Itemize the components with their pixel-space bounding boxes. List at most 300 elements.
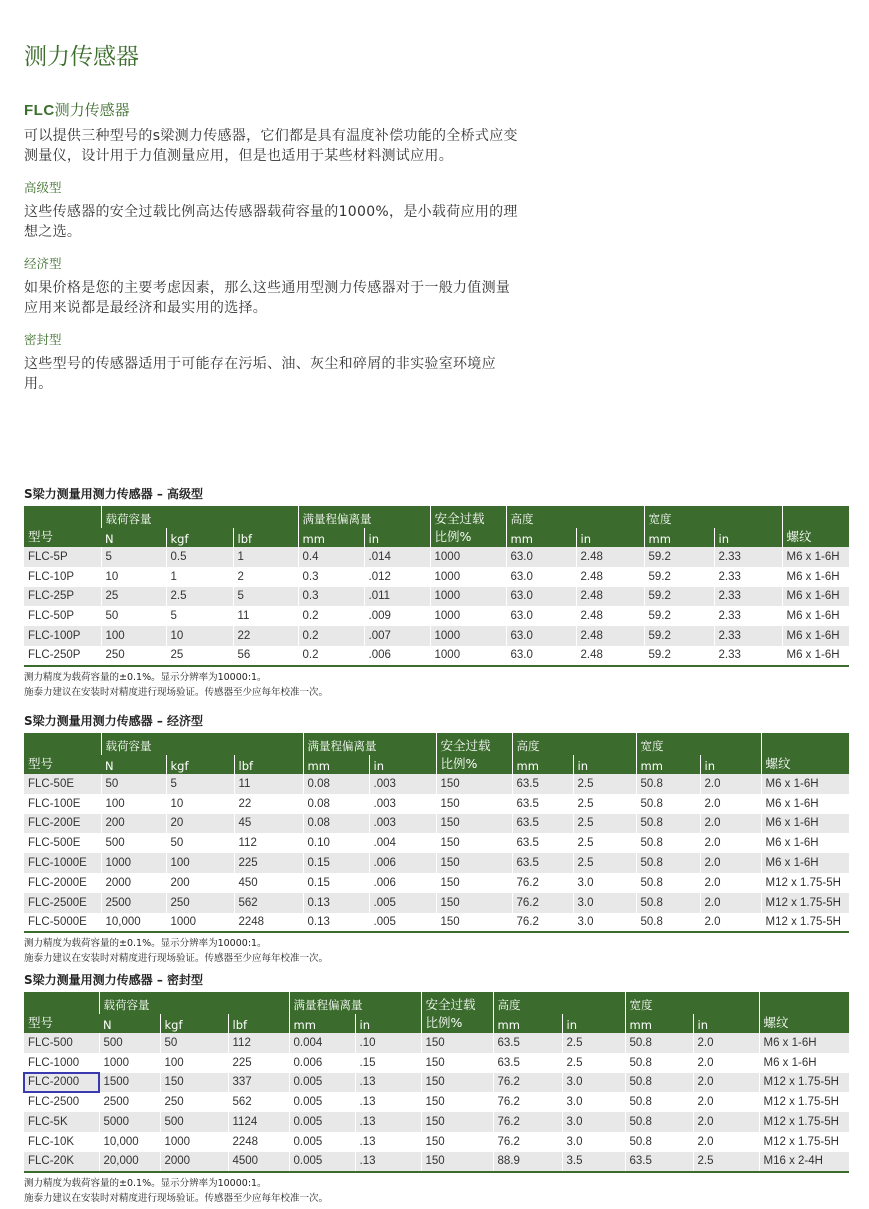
table-caption: S梁力测量用测力传感器 – 密封型 (24, 973, 203, 987)
cell-model: FLC-200E (24, 814, 101, 834)
cell-defl-mm: 0.004 (289, 1033, 355, 1053)
cell-width-in: 2.33 (714, 626, 782, 646)
table-row (24, 567, 849, 587)
cell-model: FLC-2000E (24, 873, 101, 893)
cell-height-mm: 63.5 (512, 814, 573, 834)
cell-width-mm: 50.8 (636, 913, 700, 933)
cell-defl-in: .13 (355, 1132, 421, 1152)
table-row (24, 1053, 849, 1073)
table-note: 施泰力建议在安装时对精度进行现场验证。传感器至少应每年校准一次。 (24, 1192, 329, 1204)
cell-cap-lbf: 562 (228, 1092, 289, 1112)
cell-cap-kgf: 5 (166, 774, 234, 794)
intro-section (24, 99, 524, 394)
cell-defl-in: .15 (355, 1053, 421, 1073)
cell-width-mm: 50.8 (625, 1112, 693, 1132)
cell-width-mm: 59.2 (644, 547, 714, 567)
cell-height-in: 2.5 (573, 853, 636, 873)
cell-height-mm: 63.0 (506, 587, 576, 607)
cell-thread: M16 x 2-4H (759, 1152, 849, 1172)
header-unit-n: N (101, 755, 166, 774)
cell-thread: M12 x 1.75-5H (759, 1132, 849, 1152)
cell-cap-lbf: 112 (234, 833, 303, 853)
cell-model: FLC-10P (24, 567, 101, 587)
table-note: 测力精度为载荷容量的±0.1%。显示分辨率为10000:1。 (24, 1177, 267, 1189)
cell-height-mm: 63.5 (512, 774, 573, 794)
cell-height-in: 3.0 (562, 1073, 625, 1093)
section-text-sealed: 这些型号的传感器适用于可能存在污垢、油、灰尘和碎屑的非实验室环境应用。 (24, 356, 496, 392)
cell-height-in: 3.5 (562, 1152, 625, 1172)
cell-model: FLC-50E (24, 774, 101, 794)
section-heading-sealed: 密封型 (24, 332, 62, 347)
header-overload-line1: 安全过载 (434, 511, 485, 526)
cell-cap-n: 200 (101, 814, 166, 834)
cell-height-in: 2.5 (562, 1053, 625, 1073)
header-unit-kgf: kgf (166, 528, 233, 547)
cell-cap-n: 2500 (99, 1092, 160, 1112)
cell-model: FLC-100E (24, 794, 101, 814)
cell-model: FLC-5000E (24, 913, 101, 933)
header-unit-n: N (101, 528, 166, 547)
cell-height-mm: 76.2 (493, 1112, 562, 1132)
cell-height-mm: 76.2 (512, 893, 573, 913)
header-capacity: 载荷容量 (99, 992, 289, 1014)
cell-cap-lbf: 562 (234, 893, 303, 913)
cell-defl-mm: 0.2 (298, 646, 364, 666)
cell-cap-kgf: 1 (166, 567, 233, 587)
cell-width-mm: 59.2 (644, 626, 714, 646)
table-row (24, 1092, 849, 1112)
cell-cap-kgf: 200 (166, 873, 234, 893)
table-notes (24, 1176, 849, 1206)
header-unit-in: in (693, 1014, 759, 1033)
cell-model: FLC-10K (24, 1132, 99, 1152)
header-unit-mm: mm (636, 755, 700, 774)
cell-cap-lbf: 22 (234, 794, 303, 814)
cell-width-mm: 50.8 (636, 853, 700, 873)
cell-model: FLC-25P (24, 587, 101, 607)
table-row (24, 853, 849, 873)
table-row (24, 587, 849, 607)
table-note: 施泰力建议在安装时对精度进行现场验证。传感器至少应每年校准一次。 (24, 686, 329, 698)
cell-defl-mm: 0.10 (303, 833, 369, 853)
cell-cap-kgf: 1000 (166, 913, 234, 933)
cell-model: FLC-5K (24, 1112, 99, 1132)
cell-overload: 150 (436, 814, 512, 834)
cell-defl-in: .13 (355, 1073, 421, 1093)
table-caption: S梁力测量用测力传感器 – 经济型 (24, 714, 203, 728)
cell-height-in: 2.48 (576, 646, 644, 666)
cell-height-mm: 76.2 (493, 1132, 562, 1152)
cell-width-mm: 50.8 (625, 1132, 693, 1152)
header-unit-lbf: lbf (233, 528, 298, 547)
cell-cap-lbf: 4500 (228, 1152, 289, 1172)
cell-cap-kgf: 50 (166, 833, 234, 853)
header-overload-line2: 比例% (425, 1015, 463, 1030)
cell-width-in: 2.0 (693, 1112, 759, 1132)
header-thread: 螺纹 (761, 733, 849, 774)
cell-width-mm: 63.5 (625, 1152, 693, 1172)
cell-thread: M6 x 1-6H (782, 567, 849, 587)
header-unit-mm: mm (625, 1014, 693, 1033)
cell-defl-in: .13 (355, 1112, 421, 1132)
brand-label: FLC (24, 102, 55, 119)
cell-width-in: 2.33 (714, 547, 782, 567)
cell-cap-lbf: 56 (233, 646, 298, 666)
cell-width-mm: 59.2 (644, 587, 714, 607)
section-heading-premium: 高级型 (24, 180, 62, 195)
cell-thread: M12 x 1.75-5H (761, 893, 849, 913)
cell-width-mm: 59.2 (644, 567, 714, 587)
cell-cap-kgf: 10 (166, 794, 234, 814)
cell-overload: 150 (421, 1132, 493, 1152)
cell-defl-in: .006 (364, 646, 430, 666)
cell-height-mm: 63.0 (506, 547, 576, 567)
cell-defl-in: .13 (355, 1152, 421, 1172)
cell-height-mm: 88.9 (493, 1152, 562, 1172)
cell-overload: 150 (436, 893, 512, 913)
cell-height-in: 2.5 (573, 833, 636, 853)
table-row (24, 547, 849, 567)
table-row (24, 1033, 849, 1053)
cell-cap-lbf: 225 (234, 853, 303, 873)
cell-cap-lbf: 450 (234, 873, 303, 893)
cell-thread: M12 x 1.75-5H (761, 873, 849, 893)
cell-thread: M6 x 1-6H (782, 587, 849, 607)
header-unit-kgf: kgf (160, 1014, 228, 1033)
cell-width-in: 2.0 (700, 794, 761, 814)
cell-cap-n: 25 (101, 587, 166, 607)
cell-overload: 150 (436, 833, 512, 853)
cell-thread: M6 x 1-6H (761, 814, 849, 834)
cell-height-mm: 63.0 (506, 626, 576, 646)
section-heading-economy: 经济型 (24, 256, 62, 271)
cell-defl-in: .005 (369, 893, 436, 913)
cell-thread: M6 x 1-6H (782, 646, 849, 666)
cell-model: FLC-500E (24, 833, 101, 853)
cell-cap-n: 50 (101, 606, 166, 626)
header-unit-kgf: kgf (166, 755, 234, 774)
header-capacity: 载荷容量 (101, 506, 298, 528)
cell-overload: 150 (436, 913, 512, 933)
cell-model: FLC-2000 (24, 1073, 99, 1093)
header-unit-in: in (714, 528, 782, 547)
cell-thread: M6 x 1-6H (761, 774, 849, 794)
table-row (24, 646, 849, 666)
cell-width-in: 2.0 (700, 853, 761, 873)
intro-description: 可以提供三种型号的s梁测力传感器，它们都是具有温度补偿功能的全桥式应变测量仪，设计用于力值测量应用，但是也适用于某些材料测试应用。 (24, 128, 518, 164)
cell-height-in: 2.5 (573, 774, 636, 794)
header-height: 高度 (493, 992, 625, 1014)
cell-height-mm: 63.5 (512, 833, 573, 853)
spec-table (24, 733, 849, 933)
cell-height-in: 2.5 (573, 814, 636, 834)
cell-overload: 150 (421, 1033, 493, 1053)
cell-cap-n: 10 (101, 567, 166, 587)
header-height: 高度 (506, 506, 644, 528)
cell-cap-kgf: 50 (160, 1033, 228, 1053)
cell-cap-lbf: 22 (233, 626, 298, 646)
header-thread: 螺纹 (759, 992, 849, 1033)
cell-defl-mm: 0.005 (289, 1112, 355, 1132)
cell-model: FLC-2500 (24, 1092, 99, 1112)
cell-width-in: 2.33 (714, 587, 782, 607)
cell-overload: 1000 (430, 646, 506, 666)
cell-cap-lbf: 225 (228, 1053, 289, 1073)
cell-width-in: 2.0 (693, 1033, 759, 1053)
cell-overload: 150 (421, 1152, 493, 1172)
cell-height-in: 3.0 (562, 1092, 625, 1112)
table-row (24, 626, 849, 646)
cell-thread: M12 x 1.75-5H (759, 1092, 849, 1112)
cell-cap-kgf: 250 (160, 1092, 228, 1112)
cell-cap-kgf: 1000 (160, 1132, 228, 1152)
cell-overload: 150 (436, 774, 512, 794)
header-unit-lbf: lbf (234, 755, 303, 774)
cell-thread: M6 x 1-6H (761, 794, 849, 814)
cell-defl-in: .003 (369, 774, 436, 794)
header-unit-mm: mm (512, 755, 573, 774)
table-row (24, 606, 849, 626)
cell-width-in: 2.0 (693, 1092, 759, 1112)
header-overload (421, 992, 493, 1033)
cell-cap-n: 2500 (101, 893, 166, 913)
table-row (24, 833, 849, 853)
cell-cap-kgf: 2000 (160, 1152, 228, 1172)
cell-cap-kgf: 20 (166, 814, 234, 834)
cell-overload: 1000 (430, 547, 506, 567)
cell-model: FLC-1000 (24, 1053, 99, 1073)
cell-model: FLC-5P (24, 547, 101, 567)
cell-defl-mm: 0.15 (303, 853, 369, 873)
cell-overload: 150 (436, 794, 512, 814)
cell-thread: M6 x 1-6H (782, 606, 849, 626)
header-unit-n: N (99, 1014, 160, 1033)
header-overload (436, 733, 512, 774)
cell-cap-lbf: 11 (234, 774, 303, 794)
table-note: 施泰力建议在安装时对精度进行现场验证。传感器至少应每年校准一次。 (24, 953, 329, 965)
cell-height-mm: 63.0 (506, 606, 576, 626)
spec-table (24, 506, 849, 667)
sealed-table-block (24, 971, 849, 1206)
cell-model: FLC-20K (24, 1152, 99, 1172)
cell-height-mm: 76.2 (493, 1092, 562, 1112)
cell-height-in: 2.48 (576, 587, 644, 607)
cell-height-in: 3.0 (573, 913, 636, 933)
cell-defl-mm: 0.13 (303, 893, 369, 913)
cell-defl-in: .014 (364, 547, 430, 567)
header-unit-mm: mm (289, 1014, 355, 1033)
cell-defl-in: .004 (369, 833, 436, 853)
cell-overload: 1000 (430, 606, 506, 626)
cell-defl-in: .005 (369, 913, 436, 933)
cell-cap-n: 250 (101, 646, 166, 666)
cell-height-in: 2.48 (576, 567, 644, 587)
cell-height-mm: 76.2 (512, 873, 573, 893)
header-unit-in: in (364, 528, 430, 547)
header-unit-mm: mm (298, 528, 364, 547)
header-unit-in: in (562, 1014, 625, 1033)
cell-cap-kgf: 150 (160, 1073, 228, 1093)
cell-width-in: 2.0 (700, 833, 761, 853)
cell-defl-in: .13 (355, 1092, 421, 1112)
table-row (24, 1152, 849, 1172)
cell-width-mm: 50.8 (625, 1073, 693, 1093)
header-width: 宽度 (636, 733, 761, 755)
header-unit-in: in (576, 528, 644, 547)
cell-defl-mm: 0.005 (289, 1092, 355, 1112)
cell-model: FLC-250P (24, 646, 101, 666)
cell-defl-mm: 0.08 (303, 794, 369, 814)
cell-cap-n: 1500 (99, 1073, 160, 1093)
cell-thread: M6 x 1-6H (759, 1033, 849, 1053)
cell-cap-kgf: 0.5 (166, 547, 233, 567)
header-model: 型号 (24, 992, 99, 1033)
cell-width-mm: 59.2 (644, 606, 714, 626)
table-caption: S梁力测量用测力传感器 – 高级型 (24, 487, 203, 501)
cell-cap-kgf: 100 (166, 853, 234, 873)
cell-overload: 150 (421, 1112, 493, 1132)
cell-width-in: 2.0 (700, 814, 761, 834)
cell-cap-n: 50 (101, 774, 166, 794)
cell-cap-lbf: 11 (233, 606, 298, 626)
cell-model: FLC-50P (24, 606, 101, 626)
cell-defl-mm: 0.15 (303, 873, 369, 893)
cell-height-in: 3.0 (573, 893, 636, 913)
cell-cap-n: 20,000 (99, 1152, 160, 1172)
cell-thread: M6 x 1-6H (782, 626, 849, 646)
cell-width-mm: 50.8 (625, 1092, 693, 1112)
cell-overload: 150 (436, 853, 512, 873)
cell-thread: M6 x 1-6H (761, 833, 849, 853)
cell-cap-lbf: 2 (233, 567, 298, 587)
cell-cap-lbf: 2248 (234, 913, 303, 933)
cell-cap-kgf: 2.5 (166, 587, 233, 607)
cell-cap-lbf: 1124 (228, 1112, 289, 1132)
table-row (24, 774, 849, 794)
cell-defl-in: .003 (369, 794, 436, 814)
cell-overload: 1000 (430, 626, 506, 646)
cell-defl-mm: 0.005 (289, 1132, 355, 1152)
cell-defl-mm: 0.005 (289, 1152, 355, 1172)
cell-height-in: 2.48 (576, 626, 644, 646)
cell-height-in: 2.48 (576, 606, 644, 626)
cell-width-mm: 50.8 (636, 794, 700, 814)
header-overload-line2: 比例% (440, 756, 478, 771)
header-unit-mm: mm (303, 755, 369, 774)
cell-cap-kgf: 10 (166, 626, 233, 646)
header-unit-mm: mm (493, 1014, 562, 1033)
cell-cap-lbf: 337 (228, 1073, 289, 1093)
section-text-economy: 如果价格是您的主要考虑因素，那么这些通用型测力传感器对于一般力值测量应用来说都是最经济和最实用的选择。 (24, 280, 511, 316)
cell-cap-kgf: 500 (160, 1112, 228, 1132)
cell-cap-lbf: 45 (234, 814, 303, 834)
cell-height-mm: 63.5 (493, 1033, 562, 1053)
table-row (24, 913, 849, 933)
cell-width-in: 2.0 (700, 774, 761, 794)
header-unit-mm: mm (644, 528, 714, 547)
header-unit-lbf: lbf (228, 1014, 289, 1033)
cell-width-in: 2.0 (693, 1073, 759, 1093)
cell-width-in: 2.33 (714, 606, 782, 626)
cell-defl-in: .003 (369, 814, 436, 834)
cell-width-mm: 50.8 (625, 1053, 693, 1073)
cell-height-in: 3.0 (562, 1132, 625, 1152)
cell-cap-lbf: 2248 (228, 1132, 289, 1152)
cell-height-mm: 63.0 (506, 567, 576, 587)
cell-width-in: 2.0 (700, 873, 761, 893)
cell-overload: 150 (421, 1073, 493, 1093)
cell-height-in: 3.0 (573, 873, 636, 893)
cell-cap-n: 10,000 (101, 913, 166, 933)
cell-width-mm: 50.8 (636, 873, 700, 893)
cell-width-in: 2.0 (693, 1053, 759, 1073)
cell-defl-mm: 0.13 (303, 913, 369, 933)
cell-height-mm: 63.5 (493, 1053, 562, 1073)
cell-width-in: 2.5 (693, 1152, 759, 1172)
cell-width-in: 2.0 (693, 1132, 759, 1152)
table-notes (24, 670, 849, 700)
header-overload-line1: 安全过载 (440, 738, 491, 753)
cell-thread: M12 x 1.75-5H (761, 913, 849, 933)
product-subtitle (24, 99, 524, 120)
cell-thread: M6 x 1-6H (761, 853, 849, 873)
table-row (24, 1073, 849, 1093)
cell-defl-mm: 0.4 (298, 547, 364, 567)
cell-cap-n: 100 (101, 626, 166, 646)
cell-width-mm: 59.2 (644, 646, 714, 666)
header-capacity: 载荷容量 (101, 733, 303, 755)
cell-width-mm: 50.8 (636, 774, 700, 794)
cell-cap-n: 1000 (99, 1053, 160, 1073)
header-deflection: 满量程偏离量 (289, 992, 421, 1014)
table-row (24, 794, 849, 814)
cell-width-mm: 50.8 (625, 1033, 693, 1053)
header-height: 高度 (512, 733, 636, 755)
header-model: 型号 (24, 506, 101, 547)
cell-model: FLC-1000E (24, 853, 101, 873)
cell-width-mm: 50.8 (636, 814, 700, 834)
cell-overload: 1000 (430, 587, 506, 607)
header-width: 宽度 (625, 992, 759, 1014)
header-overload (430, 506, 506, 547)
cell-height-mm: 76.2 (493, 1073, 562, 1093)
premium-table-block (24, 485, 849, 700)
cell-height-mm: 63.5 (512, 853, 573, 873)
header-deflection: 满量程偏离量 (303, 733, 436, 755)
cell-height-in: 2.5 (573, 794, 636, 814)
cell-width-mm: 50.8 (636, 833, 700, 853)
header-unit-in: in (700, 755, 761, 774)
table-note: 测力精度为载荷容量的±0.1%。显示分辨率为10000:1。 (24, 671, 267, 683)
subtitle-text: 测力传感器 (54, 101, 130, 119)
cell-defl-mm: 0.005 (289, 1073, 355, 1093)
cell-model: FLC-100P (24, 626, 101, 646)
cell-cap-lbf: 1 (233, 547, 298, 567)
table-note: 测力精度为载荷容量的±0.1%。显示分辨率为10000:1。 (24, 938, 267, 950)
header-width: 宽度 (644, 506, 782, 528)
cell-width-mm: 50.8 (636, 893, 700, 913)
cell-height-in: 2.5 (562, 1033, 625, 1053)
cell-cap-lbf: 5 (233, 587, 298, 607)
cell-cap-kgf: 25 (166, 646, 233, 666)
cell-defl-mm: 0.3 (298, 587, 364, 607)
table-notes (24, 936, 849, 966)
cell-height-mm: 76.2 (512, 913, 573, 933)
header-unit-mm: mm (506, 528, 576, 547)
cell-model: FLC-500 (24, 1033, 99, 1053)
cell-cap-n: 1000 (101, 853, 166, 873)
header-model: 型号 (24, 733, 101, 774)
